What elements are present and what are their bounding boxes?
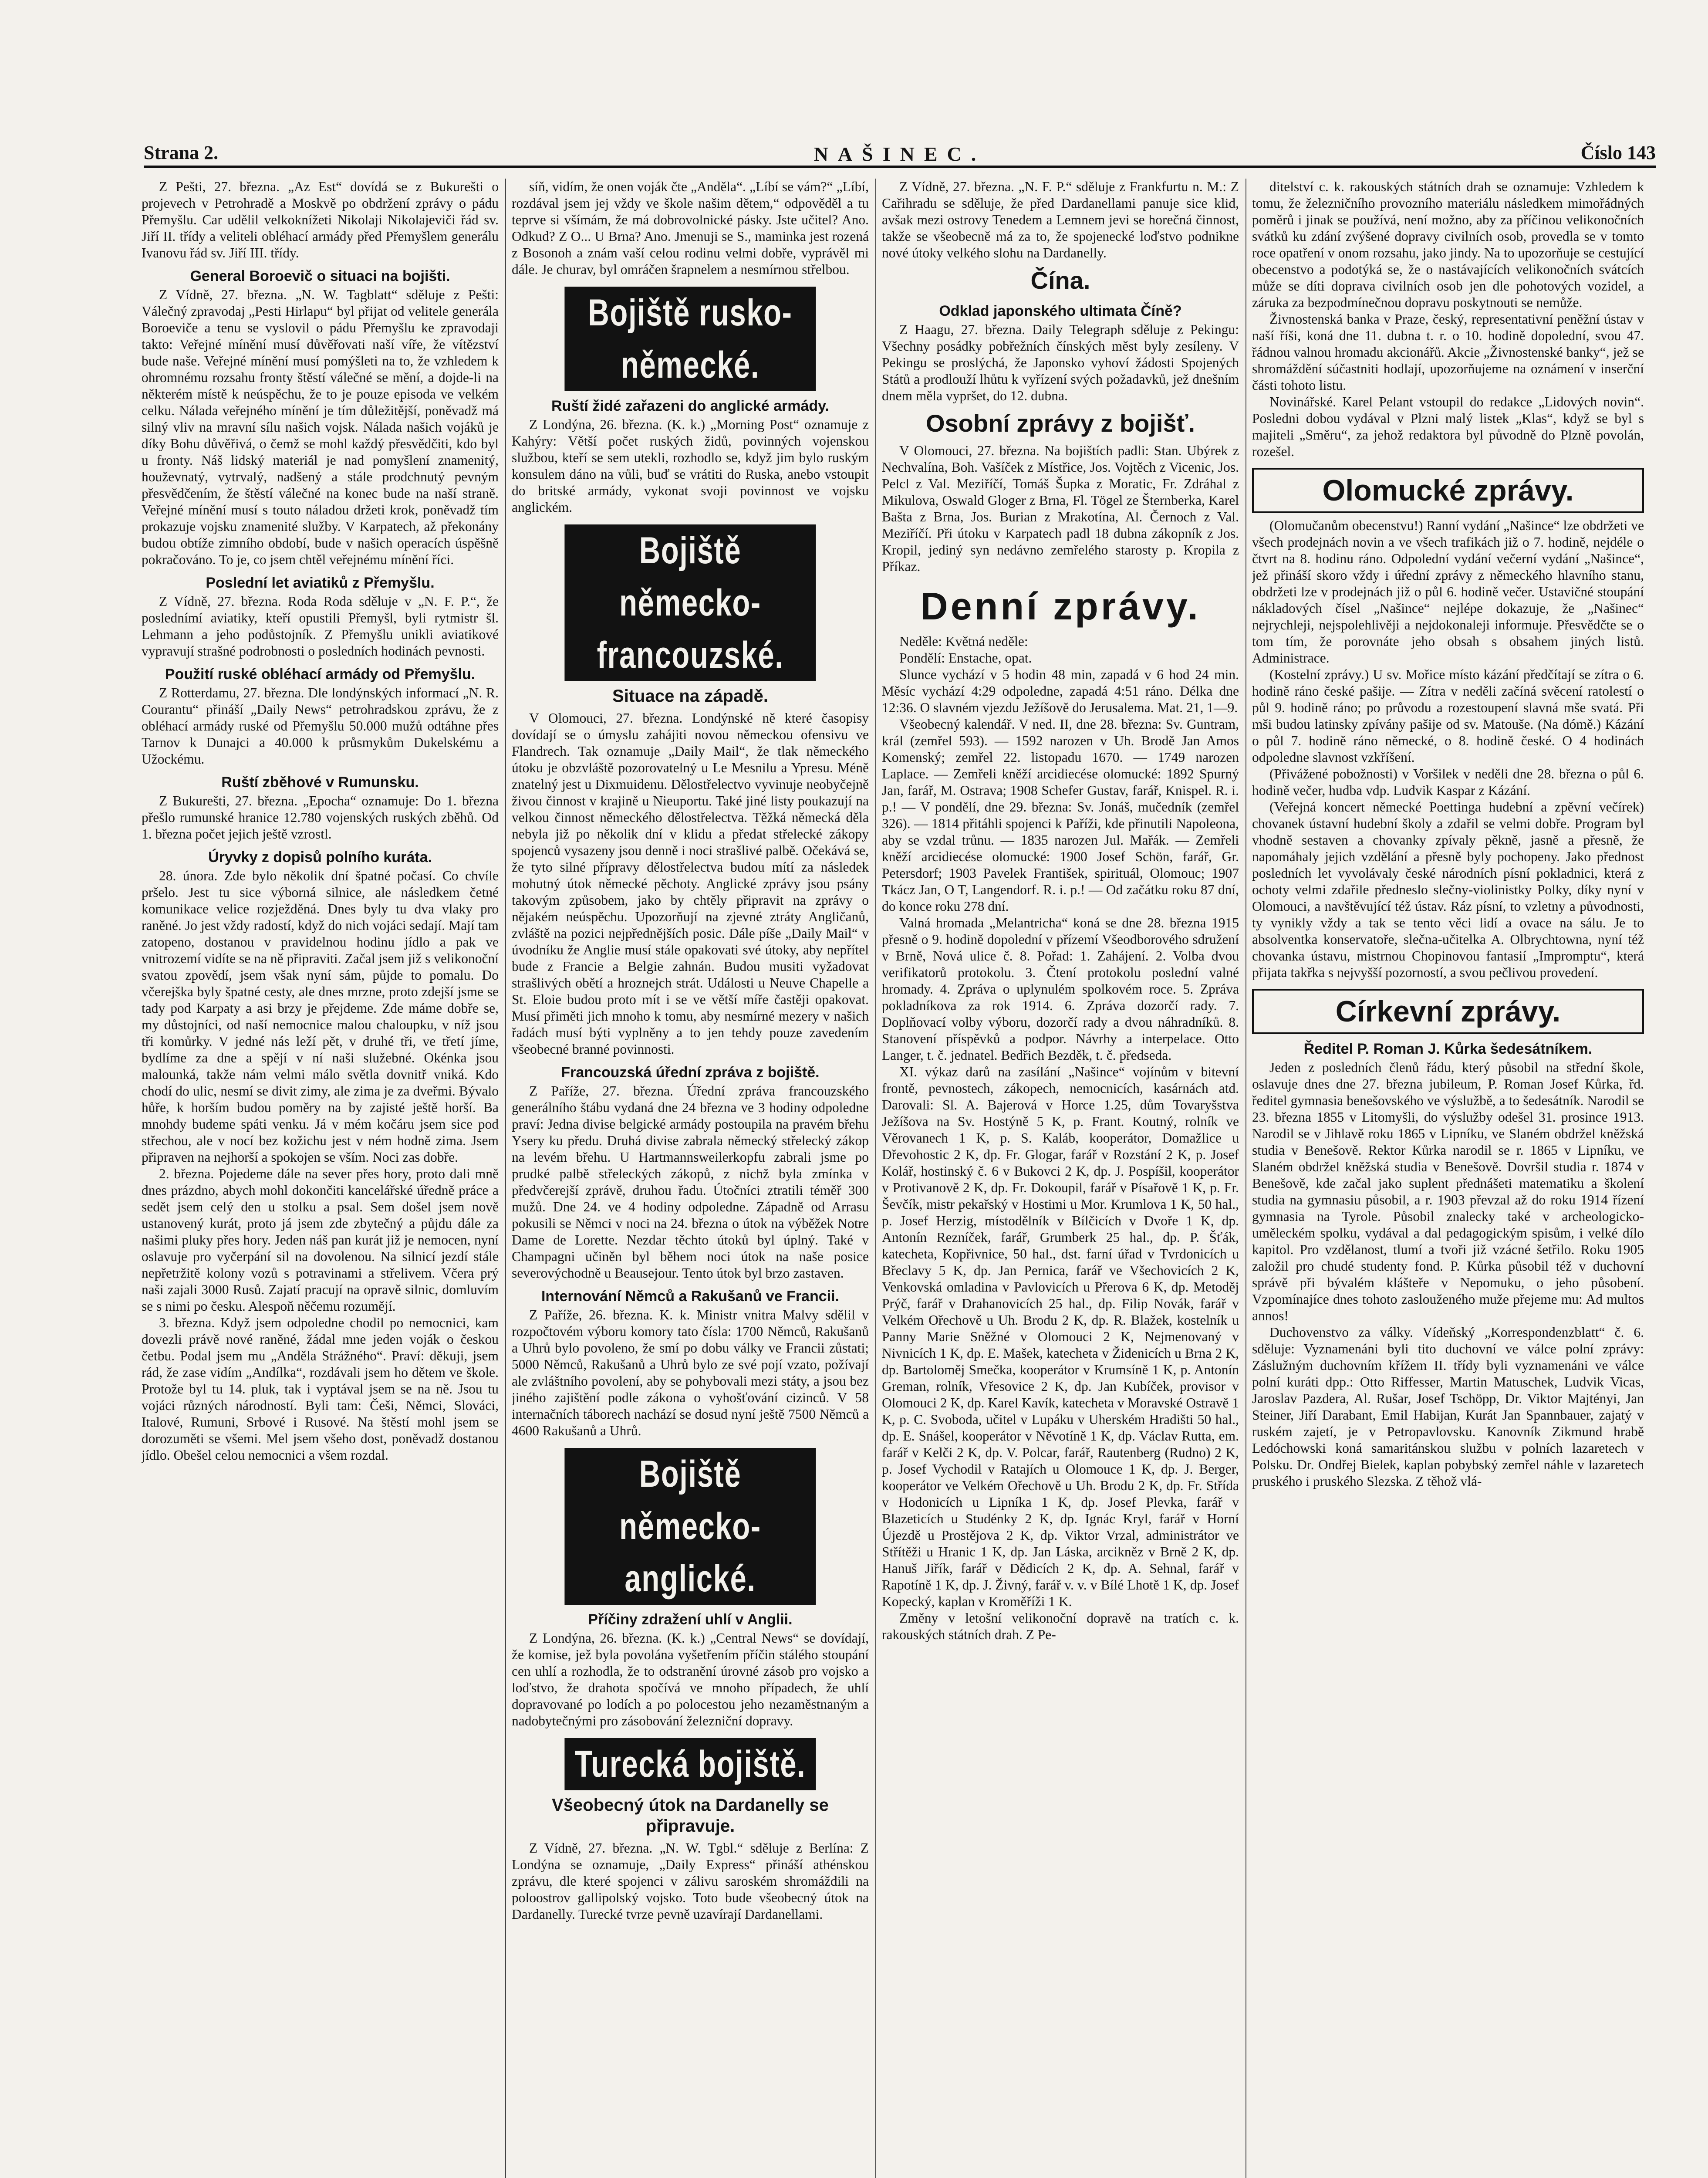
article-paragraph: Všeobecný kalendář. V ned. II, dne 28. března: Sv. Guntram, král (zemřel 593). — 1592 narozen v Uh. Brodě Jan Amos Komenský; zemřel 22. listopadu 1670. — 1749 narozen Laplace. — Zemřeli kněží arcidiecése olomucké: 1892 Spurný Jan, farář, M. Ostrava; 1908 Schefer Gustav, farář, Knispel. R. i. p.! — V pondělí, dne 29. března: Sv. Jonáš, mučedník (zemřel 326). — 1814 přitáhli spojenci k Paříži, kde přinutili Napoleona, aby se vzdal trůnu. — 1835 narozen Jul. Mařák. — Zemřeli kněží arcidiecése olomucké: 1900 Josef Schön, farář, Gr. Petersdorf; 1903 Pavelek František, spirituál, Olomouc; 1907 Tkácz Jan, O T, Langendorf. R. i. p.! — Od začátku roku 87 dní, do konce roku 278 dní. bbox=[882, 717, 1239, 914]
article-paragraph: Z Bukurešti, 27. března. „Epocha“ oznamuje: Do 1. března přešlo rumunské hranice 12.780 vojenských ruských zběhů. Od 1. března počet jejich ještě vzrostl. bbox=[142, 793, 499, 842]
article-paragraph: V Olomouci, 27. března. Na bojištích padli: Stan. Ubýrek z Nechvalína, Boh. Vašíček z Místřice, Jos. Vojtěch z Vicenic, Jos. Pelcl z Val. Meziříčí, Tomáš Šupka z Moratic, Fr. Zdráhal z Mikulova, Oswald Gloger z Brna, Fl. Tögel ze Šternberka, Karel Bašta z Brna, Jos. Burian z Mrakotína, Al. Černoch z Val. Meziříčí. Při útoku v Karpatech padl 18 dubna zákopník z Jos. Kropil, jediný syn nedávno zemřelého starosty p. Kropila z Příkaz. bbox=[882, 443, 1239, 574]
article-headline: Internování Němců a Rakušanů ve Francii. bbox=[541, 1288, 839, 1305]
article-paragraph: Neděle: Květná neděle: bbox=[899, 634, 1028, 649]
article-paragraph: Z Paříže, 26. března. K. k. Ministr vnitra Malvy sdělil v rozpočtovém výboru komory tato čísla: 1700 Němců, Rakušanů a Uhrů bylo povoleno, že smí po dobu války ve Francii zůstati; 5000 Němců, Rakušanů a Uhrů bylo ze své pojí vzato, požívají ale zvláštního povolení, aby se pohybovali mezi státy, a jsou bez jiného zajištění podle zákona o vyhošťování cizinců. V 58 internačních táborech nachází se dosud nyní ještě 7500 Němců a 4600 Rakušanů a Uhrů. bbox=[512, 1307, 869, 1438]
article-headline: Ruští židé zařazeni do anglické armády. bbox=[551, 398, 829, 414]
article-paragraph: Z Vídně, 27. března. „N. F. P.“ sděluje z Frankfurtu n. M.: Z Cařihradu se sděluje, že před Dardanellami panuje sice klid, avšak mezi ostrovy Tenedem a Lemnem jevi se horečná činnost, takže se všeobecně má za to, že spojenecké loďstvo podnikne nové útoky velkého slohu na Dardanelly. bbox=[882, 179, 1239, 260]
article-paragraph: Z Vídně, 27. března. „N. W. Tagblatt“ sděluje z Pešti: Válečný zpravodaj „Pesti Hirlapu“ byl přijat od velitele generála Boroeviče a tenu se vyslovil o pádu Přemyšlu ke zpravodaji takto: Veřejné mínění musí důvěřovati naší víře, že vítězství bude naše. Veřejné mínění musí pomýšleti na to, že vzhledem k ohromnému rozsahu fronty štěstí válečné se mění, a dojde-li na některém místě k neúspěchu, že to je pouze episoda ve velkém celku. Nálada veřejného mínění je tím důležitější, poněvadž má silný vliv na mravní sílu našich vojsk. Nálada našich vojáků je díky Bohu důvěřivá, o čemž se mohl každý přesvědčiti, kdo byl u fronty. Náš lidský materiál je nad pomyšlení znamenitý, houževnatý, vytrvalý, nadšený a stále prodchnutý pevným přesvědčením, že štěstí válečné na konec bude na naší straně. Veřejné mínění musí s touto náladou držeti krok, poněvadž tím prokazuje vojsku znamenité služby. V Karpatech, až překonány budou obtíže zimního období, bude v našich operacích úspěšně pokračováno. To je, co jsem chtěl veřejnému mínění říci. bbox=[142, 287, 499, 567]
article-paragraph: Z Vídně, 27. března. „N. W. Tgbl.“ sděluje z Berlína: Z Londýna se oznamuje, „Daily Express“ přináší athénskou zprávu, dle které spojenci v zálivu saroském shromáždili na poloostrov gallipolský vojsko. Toto bude všeobecný útok na Dardanelly. Turecké tvrze pevně uzavírají Dardanellami. bbox=[512, 1840, 869, 1922]
article-headline: Odklad japonského ultimata Číně? bbox=[939, 303, 1182, 319]
section-box-title: Olomucké zprávy. bbox=[1252, 468, 1644, 513]
masthead: NAŠINEC. bbox=[813, 143, 986, 165]
article-paragraph: Pondělí: Enstache, opat. bbox=[899, 650, 1032, 666]
section-title: Čína. bbox=[1030, 267, 1090, 294]
article-paragraph: Změny v letošní velikonoční dopravě na tratích c. k. rakouských státních drah. Z Pe- bbox=[882, 1610, 1239, 1642]
article-paragraph: (Veřejná koncert německé Poettinga hudební a zpěvní večírek) chovanek ústavní hudební školy a zdařil se velmi dobře. Program byl vhodně sestaven a chovanky zpívaly pěkně, jasně a přesně, že napomáhaly jejich vzdělání a přesně byly pochopeny. Jako přednost posledních let vyvolávaly české národních písní pokladnici, která z ochoty velmi zdařile předneslo slečny-violinistky Polky, díky nyní v Olomouci, a navštěvující též ústav. Ráz písní, to vzletny a původnosti, ty vynikly vždy a tak se tento věci lidí a ovace na sálu. Je to absolventka konservatoře, slečna-učitelka A. Olbrychtowna, nyní též chovanka ústavu, mistrnou Chopinovou fantasií „Impromptu“, která přijata takřka s nejvyšší pozorností, a svou pečlivou provedení. bbox=[1252, 799, 1644, 980]
column-1 bbox=[142, 179, 499, 2178]
section-title: Osobní zprávy z bojišť. bbox=[925, 409, 1195, 437]
columns bbox=[142, 179, 1656, 2178]
column-2 bbox=[512, 179, 869, 2178]
article-paragraph: Slunce vychází v 5 hodin 48 min, zapadá v 6 hod 24 min. Měsíc vychází 4:29 odpoledne, zapadá 4:51 ráno. Délka dne 12:36. O slavném vjezdu Ježíšově do Jerusalema. Mat. 21, 1—9. bbox=[882, 667, 1239, 715]
section-subtitle: Situace na západě. bbox=[612, 687, 768, 706]
article-paragraph: 28. února. Zde bylo několik dní špatné počasí. Co chvíle pršelo. Jest tu sice výborná silnice, ale následkem četné komunikace velice rozježděná. Dnes byly tu dva vlaky pro raněné. Jo jest vždy radostí, když do nich vojáci sedají. Mají tam zatopeno, dostanou v pravidelnou hodinu jídlo a pak ve vnitrozemí vidíte se na ně připraviti. Začal jsem již s velikonoční svatou zpovědí, jsem však nyní sám, půjde to pomalu. Do včerejška byly špatné cesty, ale dnes mrzne, proto zdejší jsme se tady pod Karpaty a asi brzy je přejdeme. Zde máme dobře se, my důstojníci, od naší nemocnice malou chaloupku, v níž jsou tři komůrky. V jedné nás leží pět, v druhé tři, ve třetí jíme, bydlíme za dne a spějí v ní naši služebné. Okénka jsou malounká, takže nám velmi málo světla dovnitř vniká. Kdo chodí do ulic, nesmí se divit zimy, ale zima je za dveřmi. Bývalo hůře, k horším budou poměry na by zajisté ještě horší. Ba mnohdy budeme spáti venku. Já v mém kočáru jsem sice pod střechou, ale v nocí bez kožichu jest v ném hodně zima. Jsem připraven na nejhorší a spokojen se vším. Noci zas dobře. bbox=[142, 868, 499, 1165]
section-title: Denní zprávy. bbox=[920, 585, 1201, 628]
page-header bbox=[144, 135, 1656, 168]
section-subtitle: Všeobecný útok na Dardanelly se připravuje. bbox=[552, 1796, 829, 1836]
page-number: Strana 2. bbox=[144, 142, 219, 163]
article-headline: Úryvky z dopisů polního kuráta. bbox=[208, 849, 432, 866]
article-paragraph: Z Haagu, 27. března. Daily Telegraph sděluje z Pekingu: Všechny posádky pobřežních čínských měst byly zesíleny. V Pekingu se proslýchá, že Japonsko vyhoví žádosti Spojených Států a prodlouží lhůtu k vyřízení svých požadavků, jež dnešním dnem měla vypršet, do 12. dubna. bbox=[882, 322, 1239, 403]
article-paragraph: Z Londýna, 26. března. (K. k.) „Central News“ se dovídají, že komise, jež byla povolána vyšetřením příčin stálého stoupání cen uhlí a rozhodla, že to odstranění úrovné zásob pro vojsko a loďstvo, že drahota spočívá ve mnoho případech, že uhlí dopravované po lodích a po polocestou jeho nezaměstnaným a nadobytečnými pro zásobování železniční dopravy. bbox=[512, 1630, 869, 1728]
article-paragraph: (Kostelní zprávy.) U sv. Mořice místo kázání předčítají se zítra o 6. hodině ráno české pašije. — Zítra v neděli začíná svěcení ratolestí o půl 9. hodině ráno; po průvodu a rozestoupení slavná mše svatá. Při mši budou latinsky zpívány pašije od sv. Matouše. (Na dómě.) Kázání o půl 7. hodině ráno německé, o 8. hodině české. O 4 hodinách odpoledne slavnost vzkříšení. bbox=[1252, 667, 1644, 765]
article-headline: Použití ruské obléhací armády od Přemyšlu. bbox=[165, 666, 476, 683]
article-paragraph: ditelství c. k. rakouských státních drah se oznamuje: Vzhledem k tomu, že železničního provozního materiálu následkem mimořádných poměrů i jinak se používá, není možno, aby za příčinou velikonočních svátků ku zdání zvýšené dopravy civilních osob, provedla se v tomto roce opatření v onom rozsahu, jako jindy. Na to upozorňuje se cestující obecenstvo a podotýká se, že o nastávajících velikonočních svátcích může se díti doprava civilních osob jen dle pohotových vozidel, a záruka za bezpodmínečnou dopravu poskytnouti se nemůže. bbox=[1252, 179, 1644, 310]
issue-number: Číslo 143 bbox=[1580, 142, 1656, 163]
article-paragraph: Novinářské. Karel Pelant vstoupil do redakce „Lidových novin“. Posledni dobou vydával v Plzni malý listek „Klas“, když se byl s majiteli „Směru“, za jehož redaktora byl původně do Plzně povolán, rozešel. bbox=[1252, 394, 1644, 459]
article-paragraph: Z Paříže, 27. března. Úřední zpráva francouzského generálního štábu vydaná dne 24 března ve 3 hodiny odpoledne praví: Jedna divise belgické armády postoupila na pravém břehu Ysery ku předu. Druhá divise zabrala německý střelecký zákop na levém břehu. U Hartmannsweilerkopfu zabrali jsme po prudké palbě střeleckých zákopů, z nichž byla zmínka v předvčerejší zprávě, druhou řadu. Útočníci ztratili téměř 300 mužů. Dne 24. ve 4 hodiny odpoledne. Západně od Arrasu pokusili se Němci v noci na 24. března o útok na výběžek Notre Dame de Lorette. Nezdar těchto útoků byl úplný. Také v Champagni učiněn byl během noci útok na naše posice severovýchodně u Beausejour. Tento útok byl brzo zastaven. bbox=[512, 1083, 869, 1281]
article-paragraph: 2. března. Pojedeme dále na sever přes hory, proto dali mně dnes prázdno, abych mohl dokončiti kancelářské úředně práce a sedět jsem celý den u stolku a psal. Sem došel jsem nově ustanovený kurát, proto já jsem zde zbytečný a půjdu dále za našimi pluky přes hory. Jeden náš pan kurát již je nemocen, nyní oslavuje pro vyčerpání sil na dovolenou. Na silnicí jezdí stále nepřetržitě kolony vozů s potravinami a střelivem. Včera prý naši zajali 3000 Rusů. Zajatí pracují na opravě silnic, domluvím se s nimi po česku. Alespoň něčemu rozumějí. bbox=[142, 1166, 499, 1314]
article-paragraph: síň, vidím, že onen voják čte „Anděla“. „Líbí se vám?“ „Líbí, rozdával jsem jej vždy ve škole našim dětem,“ odpověděl a tu teprve si všímám, že má dobrovolnické pásky. Jste učitel? Ano. Odkud? Z O... U Brna? Ano. Jmenuji se S., maminka jest rozená z Bosonoh a znám vaší celou rodinu velmi dobře, vyprávěl mi dále. Je churav, byl omráčen šrapnelem a nesmírnou střelbou. bbox=[512, 179, 869, 277]
article-headline: Francouzská úřední zpráva z bojiště. bbox=[561, 1064, 820, 1081]
article-paragraph: Valná hromada „Melantricha“ koná se dne 28. března 1915 přesně o 9. hodině dopolední v přízemí Všeodborového sdružení v Brně, Nová ulice č. 8. Pořad: 1. Zahájení. 2. Volba dvou verifikatorů protokolu. 3. Čtení protokolu poslední valné hromady. 4. Zpráva o uplynulém spolkovém roce. 5. Zpráva pokladníkova za rok 1914. 6. Zpráva dozorčí rady. 7. Doplňovací volby výboru, dozorčí rady a dvou náhradníků. 8. Stanovení příspěvků a podpor. Návrhy a interpelace. Otto Langer, t. č. jednatel. Bedřich Bezděk, t. č. předseda. bbox=[882, 915, 1239, 1063]
article-paragraph: 3. března. Když jsem odpoledne chodil po nemocnici, kam dovezli právě nové raněné, žádal mne jeden voják o českou četbu. Podal jsem mu „Anděla Strážného“. Praví: děkuji, jsem rád, že zase vidím „Andílka“, rozdávali jsem ho dětem ve škole. Protože byl tu 14. pluk, tak i vyptával jsem se na ně. Jsou tu vojáci různých národností. Byli tam: Češi, Němci, Slováci, Italové, Rumuni, Srbové i Rusové. Na štěstí mohl jsem se dorozuměti se všemi. Mel jsem všeho dost, poněvadž dostanou jídlo. Obešel celou nemocnici a všem rozdal. bbox=[142, 1315, 499, 1463]
article-paragraph: Z Londýna, 26. března. (K. k.) „Morning Post“ oznamuje z Kahýry: Větší počet ruských židů, povinných vojenskou službou, kteří se sem utekli, rozhodlo se, když jim bylo ruským konsulem dáno na vůli, buď se vrátiti do Ruska, anebo vstoupit do britské armády, vykonat svoji povinnost ve vojsku anglickém. bbox=[512, 417, 869, 515]
article-paragraph: V Olomouci, 27. března. Londýnské ně které časopisy dovídají se o úmyslu zahájiti novou německou ofensivu ve Flandrech. Tak oznamuje „Daily Mail“, že tlak německého útoku je obzvláště pozorovatelný u Le Mesnilu a Ypresu. Méně znatelný jest u Dixmuidenu. Dělostřelectvo vyvinuje neobyčejně živou činnost v krajině u Nieuportu. Také jiné listy poukazují na velkou činnost německého dělostřelectva. Těžká německá děla nebyla již po několik dní v klidu a předat střelecké zákopy spojenců vysazeny jsou denně i noci strašlivé palbě. Očekává se, že tyto silné přípravy dělostřelectva budou mítí za následek mohutný útok německé pěchoty. Anglické zprávy jsou psány takovým způsobem, jako by chtěly připravit na zprávy o nějakém neúspěchu. Upozorňují na zjevné ztráty Angličanů, zvláště na pozici nejpřednějších posic. Dále píše „Daily Mail“ v úvodníku že Anglie musí stále opakovati své útoky, aby nepřítel bude z Francie a Belgie zahnán. Budou musiti vyžadovat strašlivých obětí a hroznejch strát. Události u Neuve Chapelle a St. Eloie budou proto mít i se ve větší míře častěji opakovat. Musí přiměti jich mnoho k tomu, aby nesmírné mezery v našich řadách musí býti vyplněny a to jen tehdy pouze zavedením všeobecné branné povinnosti. bbox=[512, 710, 869, 1057]
column-4 bbox=[1252, 179, 1644, 2178]
article-paragraph: Z Vídně, 27. března. Roda Roda sděluje v „N. F. P.“, že poslednímí aviatiky, kteří opustili Přemyšl, byli rytmistr šl. Lehmann a jeho podůstojník. Z Přemyšlu unikli aviatikové vypravují strašné podrobnosti o posledních hodinách pevnosti. bbox=[142, 594, 499, 659]
article-paragraph: Jeden z posledních členů řádu, který působil na střední škole, oslavuje dnes dne 27. března jubileum, P. Roman Josef Kůrka, řd. ředitel gymnasia benešovského ve výslužbě, a to šedesátník. Narodil se 23. března 1855 v Litomyšli, do výslužby odešel 31. prosince 1913. Narodil se v Jihlavě roku 1865 v Lipníku, ve Slaném obdržel kněžská studia v Benešově. Rektor Kůrka narodil se r. 1865 v Lipníku, ve Slaném obdržel kněžská studia v Benešově. Dovršil studia r. 1874 v Benešově, kde začal jako suplent přednášeti matematiku a školení studia na gymnasiu působil, a r. 1903 převzal až do roku 1914 řízení gymnasia na Tyrole. Působil znalecky také v archeologicko-uměleckém spolku, vydával a dal pedagogickým spisům, i velké dílo kapitol. Pro vzdělanost, tlumí a tvoři již vzácné šetřilo. Roku 1905 založil pro chudé studenty fond. P. Kůrka působil též v duchovní správě při bývalém klášteře v Nepomuku, o jeho působení. Vzpomínajíce dnes tohoto zaslouženého muže přejeme mu: Ad multos annos! bbox=[1252, 1060, 1644, 1323]
section-banner: Turecká bojiště. bbox=[564, 1738, 816, 1790]
article-paragraph: Duchovenstvo za války. Vídeňský „Korrespondenzblatt“ č. 6. sděluje: Vyznamenáni byli tito duchovní ve válce polní zprávy: Záslužným duchovním křížem II. třídy byli vyznamenáni ve válce polní kuráti dpp.: Otto Riffesser, Martin Matuschek, Ludvik Vicas, Jaroslav Pazdera, Al. Rušar, Josef Tschöpp, Dr. Viktor Majtényi, Jan Steiner, Jiří Darabant, Emil Habijan, Kurát Jan Spannbauer, zajatý v ruském zajetí, je v Petropavlovsku. Kanovník Zikmund hrabě Ledóchowski koná samaritánskou službu v polních lazaretech v Polsku. Dr. Ondřej Bielek, kaplan pobybský zemřel náhle v lazaretech pruského i pruského Slezska. Z těhož vlá- bbox=[1252, 1325, 1644, 1489]
section-box-title: Církevní zprávy. bbox=[1252, 989, 1644, 1034]
article-headline: Ruští zběhové v Rumunsku. bbox=[221, 774, 419, 791]
article-paragraph: Z Pešti, 27. března. „Az Est“ dovídá se z Bukurešti o projevech v Petrohradě a Moskvě po obdržení zprávy o pádu Přemyšlu. Car udělil velkoknížeti Nikolaji Nikolajeviči řád sv. Jiří II. třídy a veliteli obléhací armády před Přemyšlem generálu Ivanovu řád sv. Jiří III. třídy. bbox=[142, 179, 499, 260]
column-3 bbox=[882, 179, 1239, 2178]
section-banner: Bojiště německo-francouzské. bbox=[564, 524, 816, 681]
article-paragraph: (Přivážené pobožnosti) v Voršilek v neděli dne 28. března o půl 6. hodině večer, hudba vdp. Ludvik Kaspar z Kázání. bbox=[1252, 766, 1644, 798]
article-headline: Příčiny zdražení uhlí v Anglii. bbox=[588, 1611, 793, 1628]
article-headline: Poslední let aviatiků z Přemyšlu. bbox=[206, 575, 435, 591]
article-paragraph: Živnostenská banka v Praze, český, representativní peněžní ústav v naší říši, koná dne 11. dubna t. r. o 10. hodině dopolední, svou 47. řádnou valnou hromadu akcionářů. Akcie „Živnostenské banky“, jež se shromáždění súčastniti hodlají, upozorňujeme na oznámení v inserční části tohoto listu. bbox=[1252, 311, 1644, 393]
article-headline: Ředitel P. Roman J. Kůrka šedesátníkem. bbox=[1303, 1041, 1593, 1057]
section-banner: Bojiště rusko-německé. bbox=[564, 287, 816, 391]
section-banner: Bojiště německo-anglické. bbox=[564, 1448, 816, 1605]
article-headline: General Boroevič o situaci na bojišti. bbox=[190, 268, 450, 284]
article-paragraph: XI. výkaz darů na zasílání „Našince“ vojínům v bitevní frontě, pevnostech, zákopech, nemocnicích, kasárnách atd. Darovali: Sl. A. Bajerová v Horce 1.25, dům Tovaryšstva Ježíšova na Sv. Hostýně 5 K, p. Frant. Koutný, rolník ve Věrovanech 1 K, p. S. Kaláb, kooperátor, Domažlice u Dřevohostic 2 K, dp. Fr. Glogar, farář v Rozstání 2 K, p. Josef Kolář, hostinský č. 6 v Bukovci 2 K, dp. J. Pospíšil, kooperátor v Protivanově 2 K, dp. Fr. Dokoupil, farář v Písařově 1 K, p. Fr. Ševčík, mistr pekařský v Hostimi u Mor. Krumlova 1 K, 50 hal., p. Josef Herzig, místodělník v Bílčicích v Dvoře 1 K, dp. Antonín Rezníček, farář, Grumberk 25 hal., dp. P. Šťák, katecheta, Kopřivnice, 50 hal., dst. farní úřad v Tvrdonicích u Břeclavy 5 K, dp. Jan Pernica, farář ve Všechovicích 2 K, Venkovská omladina v Pavlovicích u Přerova 6 K, dp. Metoděj Prýč, farář v Drahanovicích 25 hal., dp. Filip Novák, farář v Velkém Ořechově u Uh. Brodu 2 K, dp. R. Blažek, kostelník u Panny Marie Sněžné v Olomouci 2 K, Nejmenovaný v Nivnicích 1 K, dp. E. Mašek, katecheta v Židenicích u Brna 2 K, dp. Bartoloměj Smečka, kooperátor v Krumsíně 1 K, p. Antonín Greman, rolník, Vřesovice 2 K, dp. Jan Kubíček, provisor v Olomouci 2 K, dp. Karel Kavík, katecheta v Moravské Ostravě 1 K, p. C. Svoboda, učitel v Lupáku v Uherském Hradišti 50 hal., dp. E. Snášel, kooperátor v Něvotíně 1 K, dp. Václav Rutta, em. farář v Kelči 2 K, dp. V. Polcar, farář, Rautenberg (Rudno) 2 K, p. Josef Vychodil v Ratajích u Olomouce 1 K, dp. J. Berger, kooperátor ve Velkém Ořechově u Uh. Brodu 2 K, dp. Fr. Střída v Hodonicích u Lipníka 1 K, dp. Josef Plevka, farář v Blazeticích u Studénky 2 K, dp. Ignác Kryl, farář v Horní Újezdě u Prostějova 2 K, dp. Viktor Vrzal, administrátor ve Střítěži u Hranic 1 K, dp. Jan Láska, arcikněz v Brně 2 K, dp. Hanuš Jiřík, farář v Dědicích 2 K, dp. A. Sehnal, farář v Rapotíně 1 K, dp. J. Živný, farář v. v. v Bílé Lhotě 1 K, dp. Josef Kopecký, kaplan v Kroměříži 1 K. bbox=[882, 1064, 1239, 1609]
article-paragraph: Z Rotterdamu, 27. března. Dle londýnských informací „N. R. Courantu“ přináší „Daily News“ petrohradskou zprávu, že z obléhací armády ruské od Přemyšlu 50.000 mužů odtáhne přes Tarnov k Dunajci a 40.000 k průsmykům Dukelskému a Užockému. bbox=[142, 685, 499, 767]
article-paragraph: (Olomučanům obecenstvu!) Ranní vydání „Našince“ lze obdržeti ve všech prodejnách novin a ve všech trafikách již o 7. hodině, nejdéle o čtvrt na 8. hodinu ráno. Odpolední vydání večerní vydání „Našince“, jež přináší skoro vždy i úřední zprávy z německého hlavního stanu, obdržeti lze v prodejnách již o půl 6. hodině večer. Ustavičné stoupání nákladových čísel „Našince“ nejlépe dokazuje, že „Našinec“ nejrychleji, nejspolehlivěji a nejdokonaleji informuje. Přesvědčte se o tom tím, že porovnáte jeho obsah s obsahem jiných listů. Administrace. bbox=[1252, 518, 1644, 666]
